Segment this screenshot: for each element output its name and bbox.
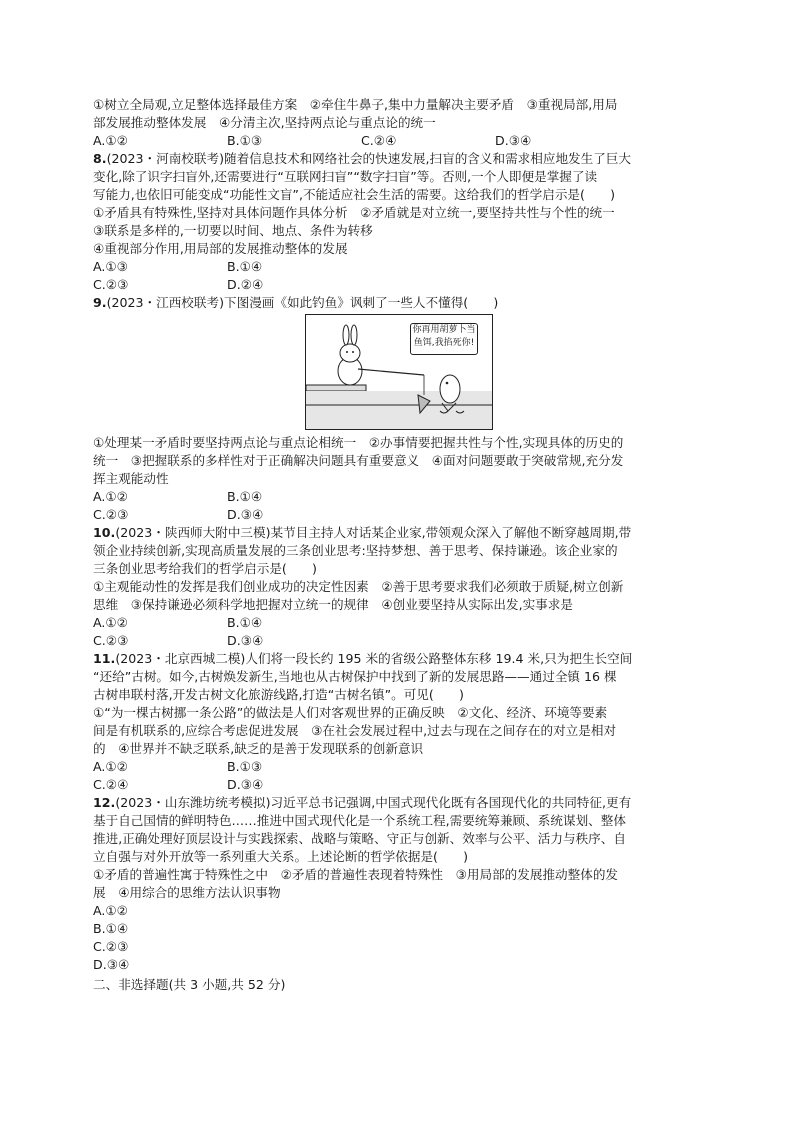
q11-stem-line: “还给”古树。如今,古树焕发新生,当地也从古树保护中找到了新的发展思路——通过全镇 16 棵 <box>93 669 617 684</box>
q9-stem-line <box>93 294 705 312</box>
q11-stem-line: 古树串联村落,开发古树文化旅游线路,打造“古树名镇”。可见( ) <box>93 687 464 702</box>
q12-stem-line: 推进,正确处理好顶层设计与实践探索、战略与策略、守正与创新、效率与公平、活力与秩序、自 <box>93 831 626 846</box>
q7-option-a[interactable]: A.①② <box>93 133 128 148</box>
q10-stem-line: 领企业持续创新,实现高质量发展的三条创业思考:坚持梦想、善于思考、保持谦逊。该企业家的 <box>93 543 618 558</box>
q8-stem-line <box>93 150 705 168</box>
q11-option-c[interactable]: C.②④ <box>93 777 129 792</box>
q10-statement-line: ①主观能动性的发挥是我们创业成功的决定性因素 ②善于思考要求我们必须敢于质疑,树立创新 <box>93 579 624 594</box>
speech-bubble <box>410 323 478 355</box>
q10-options-row1 <box>93 614 705 632</box>
q9-option-d[interactable]: D.③④ <box>227 507 264 522</box>
q11-options-row1 <box>93 758 705 776</box>
q11-stem-text: (2023・北京西城二模)人们将一段长约 195 米的省级公路整体东移 19.4 米,只为把生长空间 <box>115 651 633 666</box>
q7-option-c[interactable]: C.②④ <box>361 133 397 148</box>
q12-statement-line: ①矛盾的普遍性寓于特殊性之中 ②矛盾的普遍性表现着特殊性 ③用局部的发展推动整体的发 <box>93 867 619 882</box>
q10-statement-line: 思维 ③保持谦逊必须科学地把握对立统一的规律 ④创业要坚持从实际出发,实事求是 <box>93 597 573 612</box>
q12-stem-line: 基于自己国情的鲜明特色……推进中国式现代化是一个系统工程,需要统筹兼顾、系统谋划、整体 <box>93 813 626 828</box>
q7-options <box>93 132 705 150</box>
speech-bubble-line: 鱼饵,我掐死你! <box>413 338 475 348</box>
q12-number: 12. <box>93 795 116 810</box>
q11-option-a[interactable]: A.①② <box>93 759 128 774</box>
q12-option-d[interactable]: D.③④ <box>93 957 130 972</box>
q8-option-c[interactable]: C.②③ <box>93 277 129 292</box>
q9-figure-wrap <box>93 314 705 430</box>
q7-statement-line: 部发展推动整体发展 ④分清主次,坚持两点论与重点论的统一 <box>93 115 436 130</box>
q12-stem-line <box>93 794 705 812</box>
q11-options-row2 <box>93 776 705 794</box>
q8-option-b[interactable]: B.①④ <box>227 259 263 274</box>
section-heading: 二、非选择题(共 3 小题,共 52 分) <box>93 977 286 992</box>
q8-statement: ④重视部分作用,用局部的发展推动整体的发展 <box>93 241 348 256</box>
cartoon-figure <box>305 314 493 430</box>
q9-option-b[interactable]: B.①④ <box>227 489 263 504</box>
q9-number: 9. <box>93 295 107 310</box>
q11-stem-line <box>93 650 705 668</box>
q8-options-row2 <box>93 276 705 294</box>
q11-statement-line: ①“为一棵古树挪一条公路”的做法是人们对客观世界的正确反映 ②文化、经济、环境等要素 <box>93 705 608 720</box>
q8-stem-text: (2023・河南校联考)随着信息技术和网络社会的快速发展,扫盲的含义和需求相应地发生了巨大 <box>106 151 632 166</box>
q12-option-c[interactable]: C.②③ <box>93 939 129 954</box>
q7-option-b[interactable]: B.①③ <box>227 133 263 148</box>
q11-statement-line: 的 ④世界并不缺乏联系,缺乏的是善于发现联系的创新意识 <box>93 741 424 756</box>
q12-statement-line: 展 ④用综合的思维方法认识事物 <box>93 885 281 900</box>
q10-stem-line: 三条创业思考给我们的哲学启示是( ) <box>93 561 317 576</box>
q8-option-a[interactable]: A.①③ <box>93 259 128 274</box>
q9-option-c[interactable]: C.②③ <box>93 507 129 522</box>
q10-option-a[interactable]: A.①② <box>93 615 128 630</box>
q8-number: 8. <box>93 151 107 166</box>
q10-option-c[interactable]: C.②③ <box>93 633 129 648</box>
q10-stem-line <box>93 524 705 542</box>
q10-stem-text: (2023・陕西师大附中三模)某节目主持人对话某企业家,带领观众深入了解他不断穿越周期,带 <box>115 525 632 540</box>
q10-options-row2 <box>93 632 705 650</box>
q8-statement: ①矛盾具有特殊性,坚持对具体问题作具体分析 ②矛盾就是对立统一,要坚持共性与个性的统一 <box>93 205 615 220</box>
worksheet-page <box>93 96 705 994</box>
q12-option-a[interactable]: A.①② <box>93 903 128 918</box>
q10-option-d[interactable]: D.③④ <box>227 633 264 648</box>
q10-option-b[interactable]: B.①④ <box>227 615 263 630</box>
q11-option-d[interactable]: D.③④ <box>227 777 264 792</box>
q9-option-a[interactable]: A.①② <box>93 489 128 504</box>
q9-statement-line: 统一 ③把握联系的多样性对于正确解决问题具有重要意义 ④面对问题要敢于突破常规,充分发 <box>93 453 624 468</box>
q9-options-row2 <box>93 506 705 524</box>
q12-stem-line: 立自强与对外开放等一系列重大关系。上述论断的哲学依据是( ) <box>93 849 469 864</box>
q8-stem-line: 变化,除了识字扫盲外,还需要进行“互联网扫盲”“数字扫盲”等。否则,一个人即便是掌握了读 <box>93 169 598 184</box>
q11-option-b[interactable]: B.①③ <box>227 759 263 774</box>
q11-statement-line: 间是有机联系的,应综合考虑促进发展 ③在社会发展过程中,过去与现在之间存在的对立是相对 <box>93 723 617 738</box>
q10-number: 10. <box>93 525 116 540</box>
q8-stem-line: 写能力,也依旧可能变成“功能性文盲”,不能适应社会生活的需要。这给我们的哲学启示是( ) <box>93 187 616 202</box>
q9-stem-text: (2023・江西校联考)下图漫画《如此钓鱼》讽刺了一些人不懂得( ) <box>106 295 499 310</box>
q8-statement: ③联系是多样的,一切要以时间、地点、条件为转移 <box>93 223 373 238</box>
q9-statement-line: 挥主观能动性 <box>93 471 169 486</box>
q9-statement-line: ①处理某一矛盾时要坚持两点论与重点论相统一 ②办事情要把握共性与个性,实现具体的历史的 <box>93 435 624 450</box>
q8-options-row1 <box>93 258 705 276</box>
q12-option-b[interactable]: B.①④ <box>93 921 129 936</box>
q8-option-d[interactable]: D.②④ <box>227 277 264 292</box>
q12-stem-text: (2023・山东潍坊统考模拟)习近平总书记强调,中国式现代化既有各国现代化的共同特征,更有 <box>115 795 632 810</box>
q7-statement-line: ①树立全局观,立足整体选择最佳方案 ②牵住牛鼻子,集中力量解决主要矛盾 ③重视局部,用局 <box>93 97 618 112</box>
speech-bubble-line: 你再用胡萝卜当 <box>412 325 476 335</box>
q7-option-d[interactable]: D.③④ <box>495 133 532 148</box>
q11-number: 11. <box>93 651 116 666</box>
q9-options-row1 <box>93 488 705 506</box>
